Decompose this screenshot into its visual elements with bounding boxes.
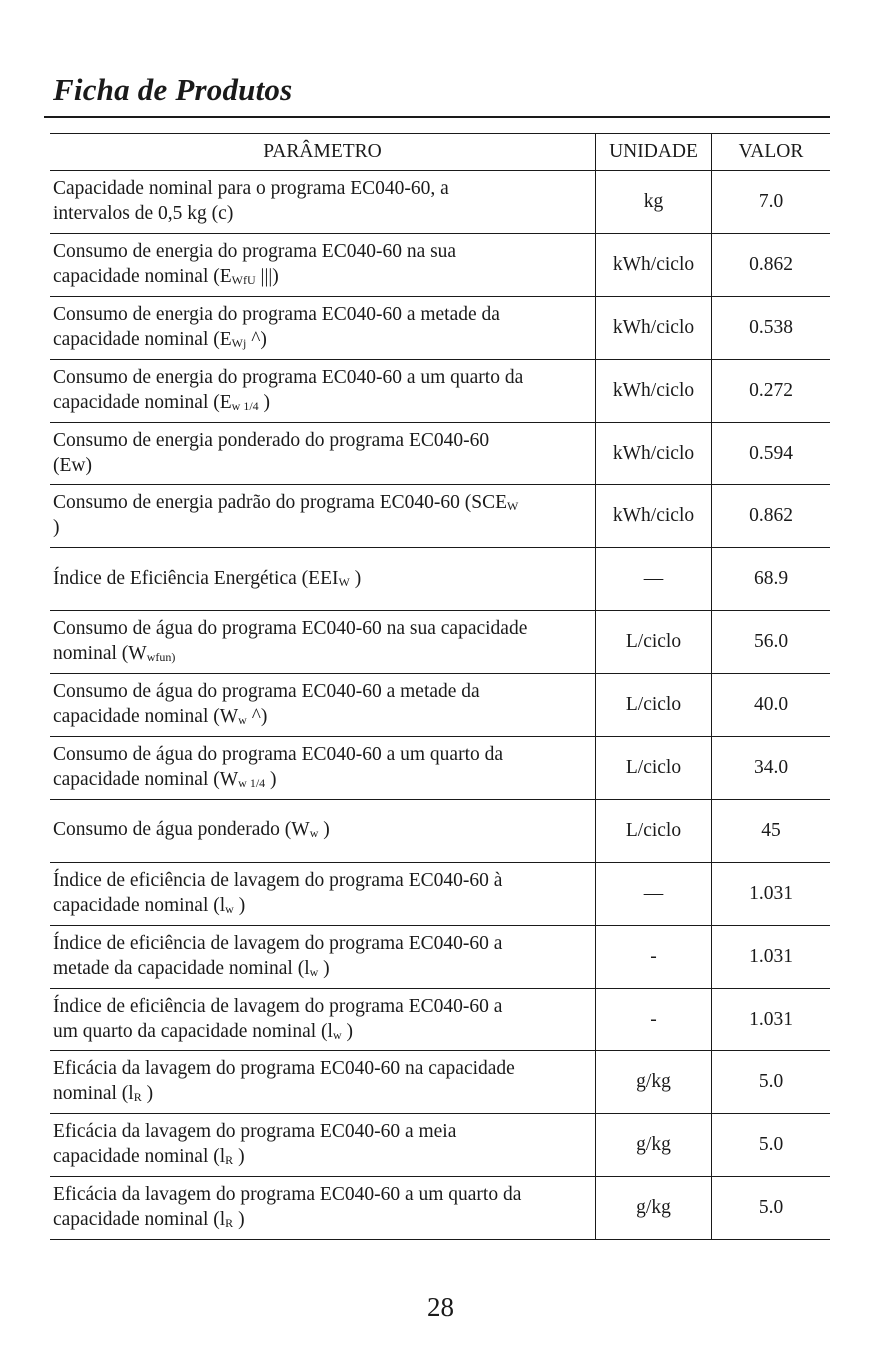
- value-cell: 34.0: [753, 756, 789, 778]
- parameter-cell: [50, 171, 596, 234]
- value-cell: 1.031: [749, 1008, 793, 1030]
- page-title: Ficha de Produtos: [53, 72, 293, 107]
- parameter-text: (Ew): [53, 454, 92, 476]
- unit-cell: kWh/ciclo: [596, 233, 712, 296]
- parameter-text: capacidade nominal (l: [53, 894, 226, 916]
- parameter-text: Índice de Eficiência Energética (EEI: [53, 567, 339, 589]
- table-row: [50, 674, 830, 737]
- parameter-text: ): [53, 517, 60, 539]
- parameter-text: capacidade nominal (E: [53, 265, 232, 287]
- parameter-subscript: w: [332, 1027, 342, 1042]
- parameter-subscript: w 1/4: [231, 398, 259, 413]
- parameter-cell: [50, 296, 596, 359]
- parameter-text: ): [265, 768, 277, 790]
- parameter-subscript: w: [309, 826, 319, 841]
- product-sheet-table: [50, 133, 830, 1240]
- table-row: [50, 359, 830, 422]
- table-row: [50, 988, 830, 1051]
- header-value: VALOR: [738, 141, 804, 162]
- parameter-text: ): [318, 819, 330, 841]
- value-cell: 0.862: [749, 505, 793, 527]
- parameter-text: Índice de eficiência de lavagem do programa EC040-60 à: [53, 869, 503, 891]
- header-unit: UNIDADE: [596, 134, 712, 171]
- parameter-text: metade da capacidade nominal (l: [53, 957, 310, 979]
- parameter-cell: [50, 422, 596, 485]
- parameter-cell: [50, 359, 596, 422]
- parameter-cell: [50, 799, 596, 862]
- parameter-cell: [50, 862, 596, 925]
- value-cell: 56.0: [753, 631, 789, 653]
- unit-cell: L/ciclo: [596, 737, 712, 800]
- table-row: [50, 925, 830, 988]
- unit-cell: kWh/ciclo: [596, 485, 712, 548]
- table-row: [50, 296, 830, 359]
- parameter-cell: [50, 611, 596, 674]
- parameter-text: Índice de eficiência de lavagem do programa EC040-60 a: [53, 995, 503, 1017]
- parameter-text: ): [233, 894, 246, 916]
- parameter-text: capacidade nominal (W: [53, 706, 239, 728]
- parameter-subscript: wfun): [146, 650, 176, 665]
- parameter-text: nominal (W: [53, 643, 147, 665]
- value-cell: 5.0: [758, 1197, 784, 1219]
- value-cell: 0.862: [749, 253, 793, 275]
- value-cell: 68.9: [753, 568, 789, 590]
- value-cell: 7.0: [758, 190, 784, 212]
- parameter-text: ): [233, 1146, 245, 1168]
- parameter-cell: [50, 1051, 596, 1114]
- table-row: [50, 799, 830, 862]
- table-row: [50, 485, 830, 548]
- unit-cell: g/kg: [596, 1177, 712, 1240]
- unit-cell: —: [596, 548, 712, 611]
- unit-cell: -: [596, 925, 712, 988]
- table-row: [50, 1177, 830, 1240]
- parameter-text: Consumo de energia do programa EC040-60 na sua: [53, 240, 457, 262]
- header-parameter: PARÂMETRO: [263, 140, 382, 162]
- parameter-text: ): [318, 957, 330, 979]
- parameter-text: capacidade nominal (l: [53, 1146, 226, 1168]
- parameter-text: intervalos de 0,5 kg (c): [53, 202, 234, 224]
- parameter-text: capacidade nominal (E: [53, 328, 232, 350]
- parameter-text: Eficácia da lavagem do programa EC040-60 a meia: [53, 1121, 457, 1143]
- parameter-text: Consumo de água do programa EC040-60 na sua capacidade: [53, 618, 528, 640]
- parameter-subscript: R: [133, 1090, 142, 1105]
- parameter-text: Consumo de energia do programa EC040-60 a um quarto da: [53, 366, 524, 388]
- parameter-subscript: Wj: [231, 335, 247, 350]
- parameter-subscript: W: [507, 499, 519, 514]
- unit-cell: L/ciclo: [596, 611, 712, 674]
- table-row: [50, 422, 830, 485]
- parameter-text: ): [349, 567, 362, 589]
- value-cell: 5.0: [758, 1071, 784, 1093]
- value-cell: 45: [761, 819, 781, 841]
- parameter-text: Capacidade nominal para o programa EC040-60, a: [53, 177, 449, 199]
- parameter-cell: [50, 737, 596, 800]
- parameter-text: Consumo de água do programa EC040-60 a metade da: [53, 681, 480, 703]
- value-cell: 0.272: [749, 379, 793, 401]
- parameter-subscript: W: [338, 574, 350, 589]
- parameter-text: um quarto da capacidade nominal (l: [53, 1020, 333, 1042]
- parameter-text: ): [141, 1083, 154, 1105]
- parameter-text: Eficácia da lavagem do programa EC040-60 a um quarto da: [53, 1184, 522, 1206]
- table-row: [50, 548, 830, 611]
- table-row: [50, 1114, 830, 1177]
- unit-cell: kWh/ciclo: [596, 422, 712, 485]
- parameter-cell: [50, 485, 596, 548]
- table-row: [50, 862, 830, 925]
- parameter-text: ^): [246, 706, 268, 728]
- parameter-cell: [50, 1114, 596, 1177]
- table-row: [50, 737, 830, 800]
- table-row: [50, 233, 830, 296]
- parameter-text: Eficácia da lavagem do programa EC040-60 na capacidade: [53, 1058, 515, 1080]
- table-row: [50, 611, 830, 674]
- parameter-subscript: w: [238, 713, 247, 728]
- value-cell: 0.594: [749, 442, 793, 464]
- parameter-subscript: w: [225, 901, 234, 916]
- parameter-text: Consumo de energia padrão do programa EC040-60 (SCE: [53, 492, 508, 514]
- table-body: [50, 171, 830, 1240]
- parameter-text: capacidade nominal (W: [53, 768, 239, 790]
- unit-cell: kWh/ciclo: [596, 296, 712, 359]
- unit-cell: -: [596, 988, 712, 1051]
- parameter-cell: [50, 548, 596, 611]
- table-row: [50, 1051, 830, 1114]
- parameter-text: Índice de eficiência de lavagem do programa EC040-60 a: [53, 932, 503, 954]
- parameter-subscript: R: [225, 1153, 234, 1168]
- parameter-text: capacidade nominal (E: [53, 391, 232, 413]
- unit-cell: L/ciclo: [596, 799, 712, 862]
- unit-cell: g/kg: [596, 1114, 712, 1177]
- value-cell: 1.031: [749, 945, 793, 967]
- parameter-cell: [50, 674, 596, 737]
- parameter-text: Consumo de água ponderado (W: [53, 819, 310, 841]
- parameter-cell: [50, 925, 596, 988]
- value-cell: 1.031: [749, 882, 793, 904]
- table-row: [50, 171, 830, 234]
- parameter-text: Consumo de energia do programa EC040-60 a metade da: [53, 303, 500, 325]
- parameter-text: ): [233, 1209, 245, 1231]
- table-header-row: [50, 134, 830, 171]
- title-rule: [44, 116, 830, 118]
- value-cell: 40.0: [753, 694, 789, 716]
- parameter-cell: [50, 988, 596, 1051]
- parameter-text: capacidade nominal (l: [53, 1209, 226, 1231]
- unit-cell: L/ciclo: [596, 674, 712, 737]
- unit-cell: kWh/ciclo: [596, 359, 712, 422]
- parameter-text: Consumo de água do programa EC040-60 a um quarto da: [53, 744, 504, 765]
- unit-cell: kg: [596, 171, 712, 234]
- parameter-text: Consumo de energia ponderado do programa EC040-60: [53, 429, 490, 451]
- parameter-text: nominal (l: [53, 1083, 134, 1105]
- unit-cell: —: [596, 862, 712, 925]
- value-cell: 5.0: [758, 1134, 784, 1156]
- parameter-cell: [50, 1177, 596, 1240]
- value-cell: 0.538: [749, 316, 793, 338]
- unit-cell: g/kg: [596, 1051, 712, 1114]
- parameter-subscript: R: [225, 1216, 234, 1231]
- page-number: 28: [427, 1292, 454, 1322]
- parameter-text: ^): [246, 328, 267, 350]
- parameter-cell: [50, 233, 596, 296]
- parameter-text: |||): [255, 265, 279, 287]
- parameter-subscript: w 1/4: [238, 775, 266, 790]
- parameter-subscript: WfU: [231, 272, 256, 287]
- parameter-text: ): [258, 391, 271, 413]
- parameter-text: ): [341, 1020, 353, 1042]
- parameter-subscript: w: [309, 964, 319, 979]
